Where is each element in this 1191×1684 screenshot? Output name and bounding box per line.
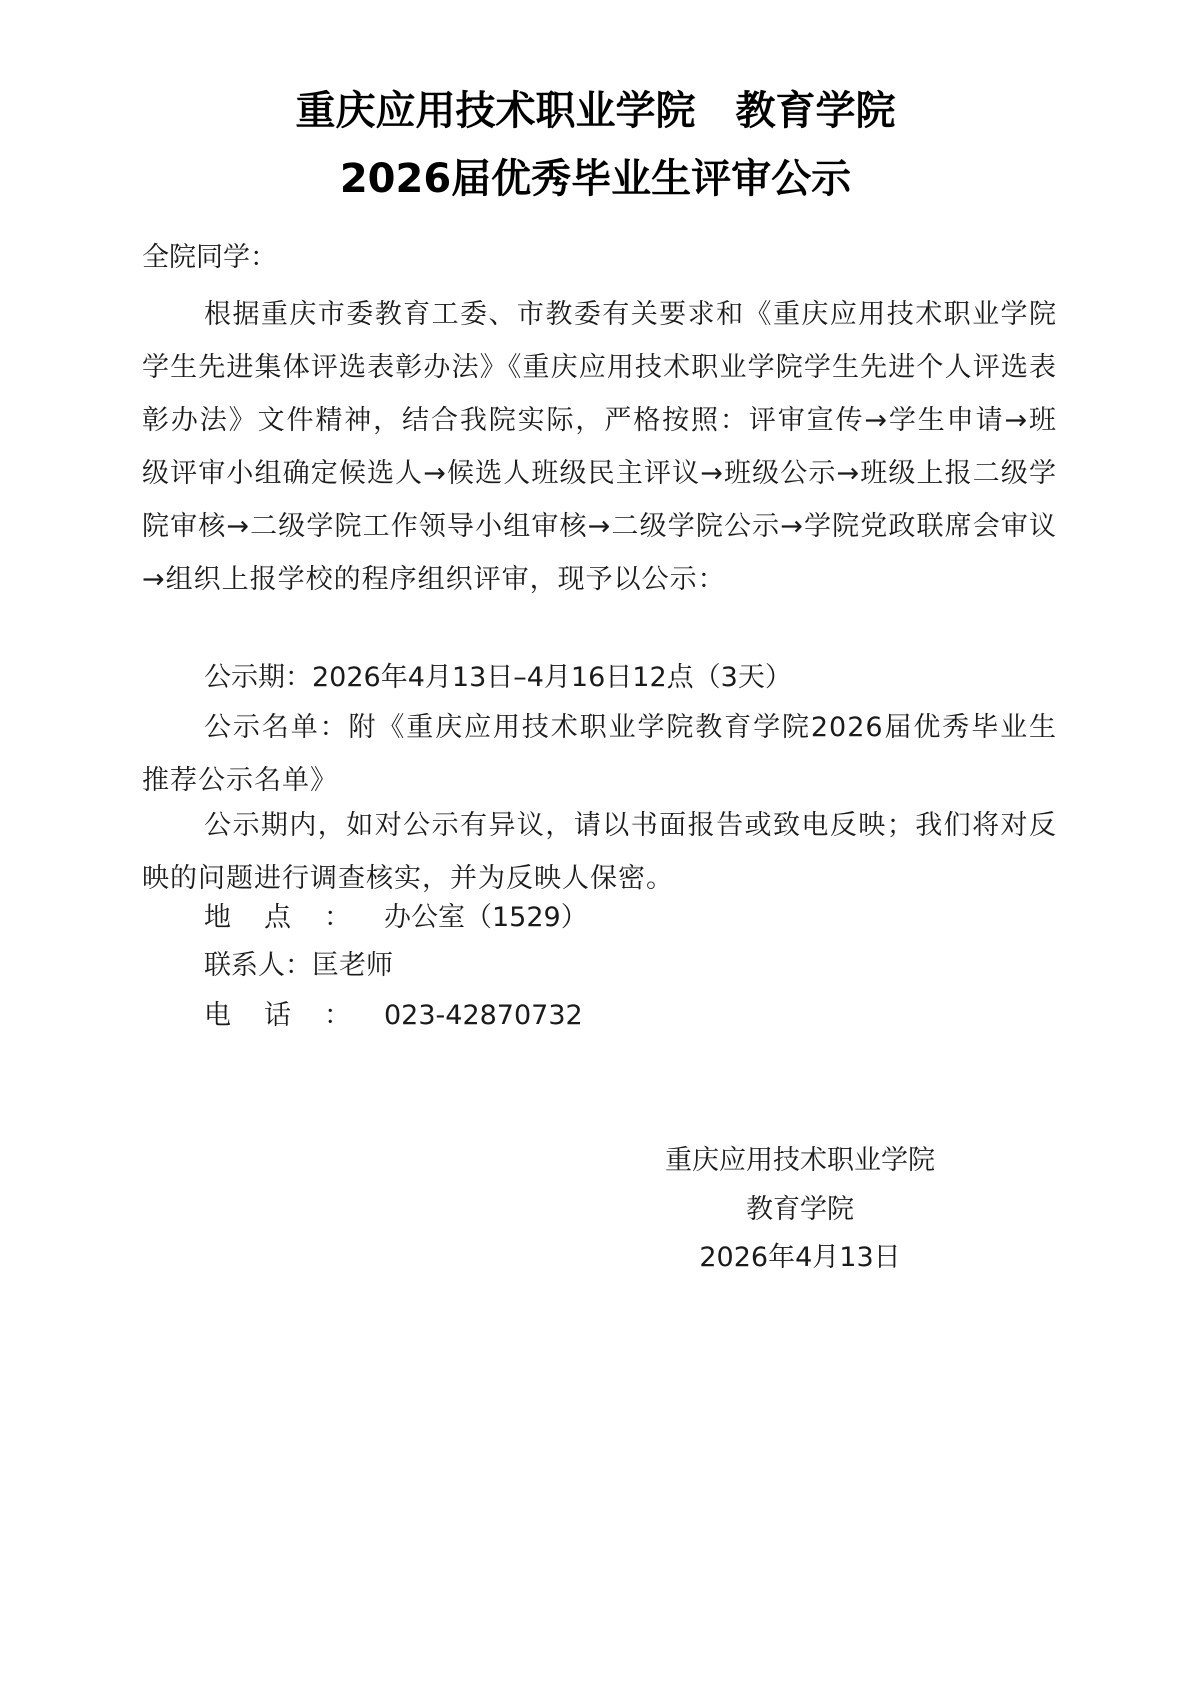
intro-paragraph: 根据重庆市委教育工委、市教委有关要求和《重庆应用技术职业学院学生先进集体评选表彰办法》《重庆应用技术职业学院学生先进个人评选表彰办法》文件精神，结合我院实际，严格按照：评审宣传→学生申请→班级评审小组确定候选人→候选人班级民主评议→班级公示→班级上报二级学院审核→二级学院工作领导小组审核→二级学院公示→学院党政联席会审议→组织上报学校的程序组织评审，现予以公示： [142, 299, 1057, 595]
contact-value: 匡老师 [312, 950, 393, 981]
signature-department: 教育学院 [746, 1194, 854, 1225]
phone-value: 023-42870732 [384, 1000, 583, 1031]
location-label: 地点： [204, 902, 384, 933]
phone-label: 电话： [204, 1000, 384, 1031]
salutation: 全院同学： [142, 242, 277, 273]
phone-row [142, 998, 1057, 1034]
location-row [142, 900, 1057, 936]
publicity-period: 公示期：2026年4月13日–4月16日12点（3天） [204, 662, 792, 693]
publicity-list: 公示名单：附《重庆应用技术职业学院教育学院2026届优秀毕业生推荐公示名单》 [142, 712, 1057, 796]
document-title-line2: 2026届优秀毕业生评审公示 [339, 156, 852, 202]
contact-label: 联系人： [204, 950, 312, 981]
signature-date: 2026年4月13日 [699, 1242, 901, 1273]
document-title-line1: 重庆应用技术职业学院 教育学院 [295, 88, 896, 134]
signature-school: 重庆应用技术职业学院 [665, 1145, 935, 1176]
location-value: 办公室（1529） [384, 902, 588, 933]
contact-row [142, 948, 1057, 984]
objection-paragraph: 公示期内，如对公示有异议，请以书面报告或致电反映；我们将对反映的问题进行调查核实，并为反映人保密。 [142, 810, 1057, 894]
